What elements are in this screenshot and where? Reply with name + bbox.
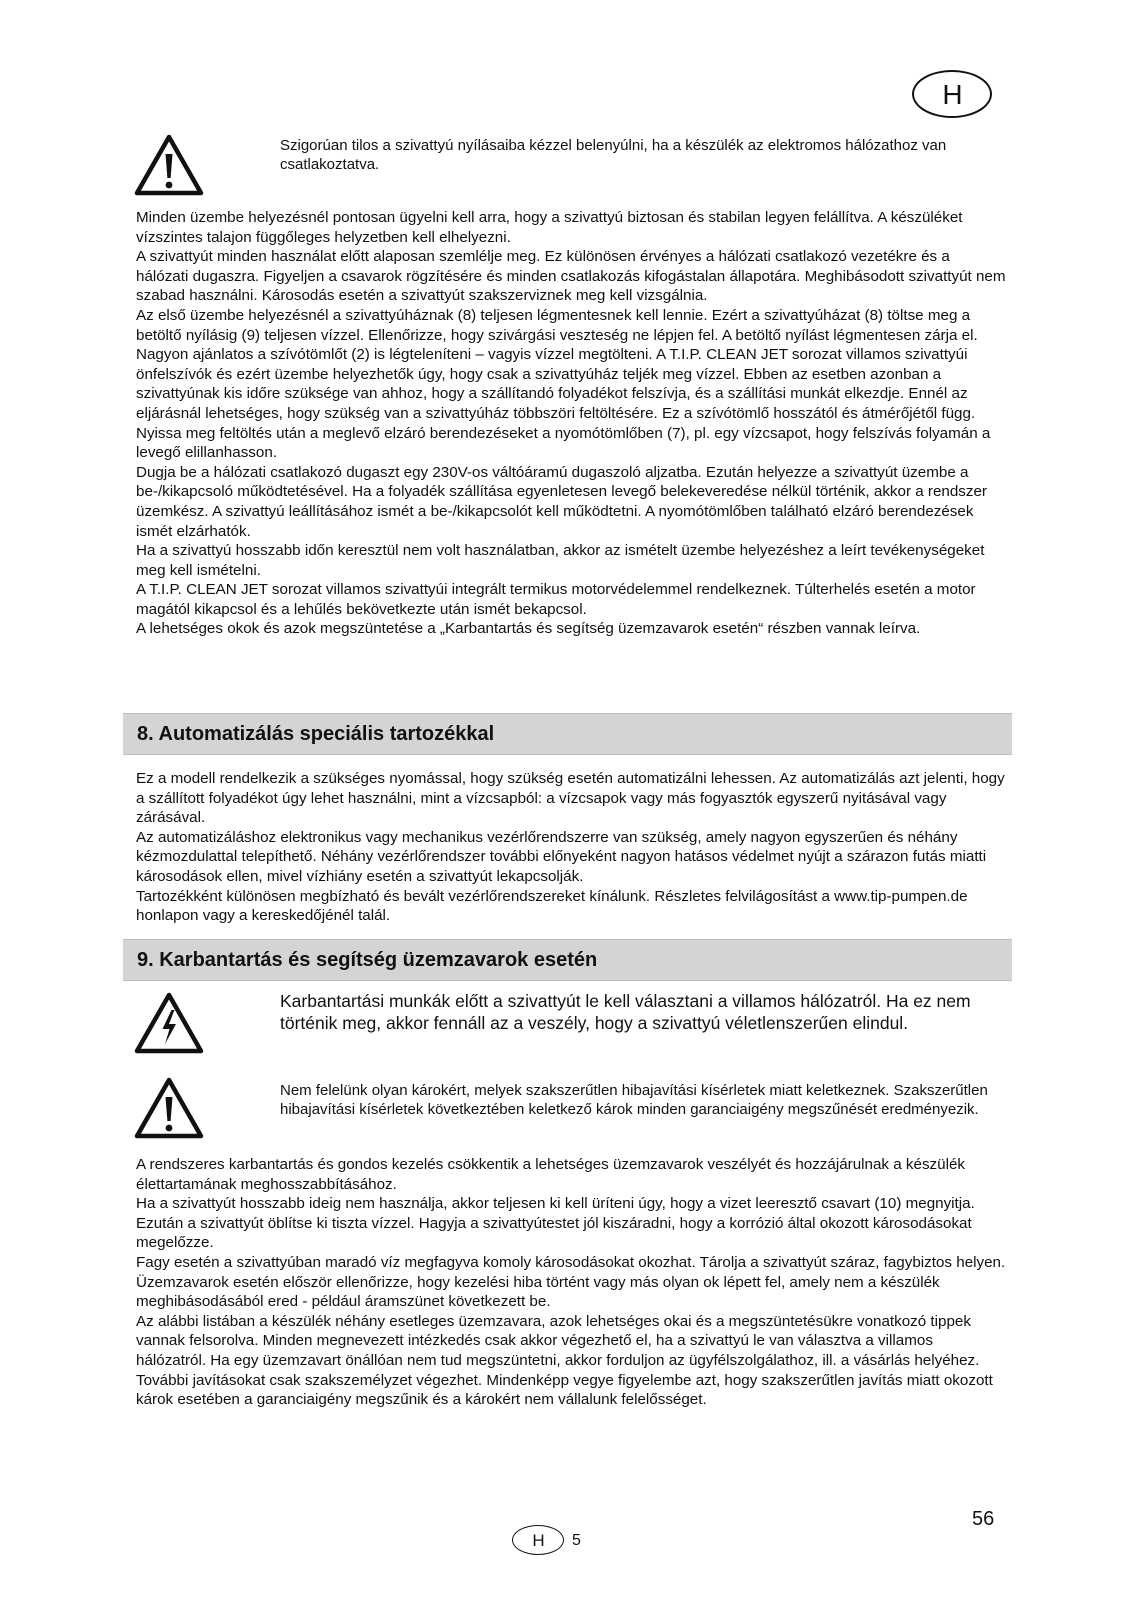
warning-triangle-icon <box>134 134 204 196</box>
paragraph: Az első üzembe helyezésnél a szivattyúháznak (8) teljesen légmentesnek kell lennie. Ezért a szivattyúházat (8) töltse meg a betöltő nyílásig (9) teljesen vízzel. Ellenőrizze, hogy szivárgási veszteség ne lépjen fel. A betöltő nyílást légmentesen zárja el. Nagyon ajánlatos a szívótömlőt (2) is légteleníteni – vagyis vízzel megtölteni. A T.I.P. CLEAN JET sorozat villamos szivattyúi önfelszívók és ezért üzembe helyezhetők úgy, hogy csak a szivattyúház teljék meg vízzel. Ebben az esetben azonban a szivattyúnak kis időre szüksége van ahhoz, hogy a szállítandó folyadékot felszívja, és a szállítási munkát elkezdje. Ennél az eljárásnál lehetséges, hogy szükség van a szivattyúház többszöri feltöltésére. Ez a szívótömlő hosszától és átmérőjétől függ. Nyissa meg feltöltés után a meglevő elzáró berendezéseket a nyomótömlőben (7), pl. egy vízcsapot, hogy felszívás folyamán a levegő elillanhasson. <box>136 306 991 462</box>
paragraph: Üzemzavarok esetén először ellenőrizze, hogy kezelési hiba történt vagy más olyan ok lépett fel, amely nem a készülék meghibásodásából ered - például áramszünet következett be. <box>136 1273 940 1311</box>
paragraph: A lehetséges okok és azok megszüntetése a „Karbantartás és segítség üzemzavarok esetén“ részben vannak leírva. <box>136 620 921 638</box>
warning-text-general: Nem felelünk olyan károkért, melyek szakszerűtlen hibajavítási kísérletek miatt keletkeznek. Szakszerűtlen hibajavítási kísérletek következtében keletkező károk minden garanciaigény megszűnését eredményezik. <box>280 1082 988 1118</box>
paragraph: Ha a szivattyú hosszabb időn keresztül nem volt használatban, akkor az ismételt üzembe helyezéshez a leírt tevékenységeket meg kell ismételni. <box>136 542 985 579</box>
section-8-text <box>136 769 1006 926</box>
paragraph: Az alábbi listában a készülék néhány esetleges üzemzavara, azok lehetséges okai és a megszüntetésükre vonatkozó tippek vannak felsorolva. Minden megnevezett intézkedés csak akkor végezhető el, ha a szivattyú le van választva a villamos hálózatról. Ha egy üzemzavart önállóan nem tud megszüntetni, akkor forduljon az ügyfélszolgálathoz, ill. a vásárlás helyéhez. További javításokat csak szakszemélyzet végezhet. Mindenképp vegye figyelembe azt, hogy szakszerűtlen javítás miatt okozott károk esetében a garanciaigény megszűnik és a károkért nem vállalunk felelősséget. <box>136 1312 993 1409</box>
paragraph: Fagy esetén a szivattyúban maradó víz megfagyva komoly károsodásokat okozhat. Tárolja a szivattyút száraz, fagybiztos helyen. <box>136 1253 1006 1271</box>
electric-hazard-icon <box>134 992 204 1054</box>
paragraph: A szivattyút minden használat előtt alaposan szemlélje meg. Ez különösen érvényes a hálózati csatlakozó vezetékre és a hálózati dugaszra. Figyeljen a csavarok rögzítésére és minden csatlakozás kifogástalan állapotára. Meghibásodott szivattyút nem szabad használni. Károsodás esetén a szivattyút szakszerviznek meg kell vizsgálnia. <box>136 248 1006 305</box>
section-title-8: 8. Automatizálás speciális tartozékkal <box>137 723 495 745</box>
paragraph: Ez a modell rendelkezik a szükséges nyomással, hogy szükség esetén automatizálni lehessen. Az automatizálás azt jelenti, hogy a szállított folyadékot úgy lehet használni, mint a vízcsapból: a vízcsapok vagy más fogyasztók egyszerű nyitásával vagy zárásával. <box>136 770 1005 827</box>
intro-text <box>136 208 1006 639</box>
section-title-9: 9. Karbantartás és segítség üzemzavarok esetén <box>137 949 598 971</box>
page-number: 56 <box>972 1508 995 1530</box>
warning-text-top: Szigorúan tilos a szivattyú nyílásaiba kézzel belenyúlni, ha a készülék az elektromos hálózathoz van csatlakoztatva. <box>280 137 947 173</box>
paragraph: A rendszeres karbantartás és gondos kezelés csökkentik a lehetséges üzemzavarok veszélyét és hozzájárulnak a készülék élettartamának meghosszabbításához. <box>136 1156 966 1193</box>
paragraph: Ha a szivattyút hosszabb ideig nem használja, akkor teljesen ki kell üríteni úgy, hogy a vizet leeresztő csavart (10) megnyitja. Ezután a szivattyút öblítse ki tiszta vízzel. Hagyja a szivattyútestet jól kiszáradni, hogy a korrózió által okozott károsodásokat megelőzze. <box>136 1195 975 1252</box>
footer-badge-letter: H <box>532 1531 545 1550</box>
paragraph: A T.I.P. CLEAN JET sorozat villamos szivattyúi integrált termikus motorvédelemmel rendelkeznek. Túlterhelés esetén a motor magától kikapcsol és a lehűlés bekövetkezte után ismét bekapcsol. <box>136 581 976 618</box>
language-badge-letter: H <box>942 79 963 110</box>
section-heading-8 <box>123 713 1012 755</box>
paragraph: Tartozékként különösen megbízható és bevált vezérlőrendszereket kínálunk. Részletes felvilágosítást a www.tip-pumpen.de honlapon vagy a kereskedőjénél talál. <box>136 887 968 925</box>
language-badge <box>912 70 992 118</box>
paragraph: Minden üzembe helyezésnél pontosan ügyelni kell arra, hogy a szivattyú biztosan és stabilan legyen felállítva. A készüléket vízszintes talajon függőleges helyzetben kell elhelyezni. <box>136 209 963 246</box>
section-9-text <box>136 1155 1006 1410</box>
warning-triangle-icon <box>134 1077 204 1139</box>
paragraph: Dugja be a hálózati csatlakozó dugaszt egy 230V-os váltóáramú dugaszoló aljzatba. Ezután helyezze a szivattyút üzembe a be-/kikapcsoló működtetésével. Ha a folyadék szállítása egyenletesen levegő belekeveredése nélkül történik, akkor a rendszer üzemkész. A szivattyú leállításához ismét a be-/kikapcsolót kell működtetni. A nyomótömlőben található elzáró berendezések ismét elzárhatók. <box>136 463 987 540</box>
paragraph: Az automatizáláshoz elektronikus vagy mechanikus vezérlőrendszerre van szükség, amely nagyon egyszerűen és néhány kézmozdulattal telepíthető. Néhány vezérlőrendszer további előnyeként nagyon hatásos védelmet nyújt a szárazon futás miatti károsodások ellen, mivel vízhiány esetén a szivattyút lekapcsolják. <box>136 828 987 885</box>
warning-text-electric: Karbantartási munkák előtt a szivattyút le kell választani a villamos hálózatról. Ha ez nem történik meg, akkor fennáll az a veszély, hogy a szivattyú véletlenszerűen elindul. <box>280 991 971 1033</box>
section-heading-9 <box>123 939 1012 981</box>
footer-section-number: 5 <box>572 1532 581 1549</box>
footer-section-badge <box>512 1523 590 1559</box>
